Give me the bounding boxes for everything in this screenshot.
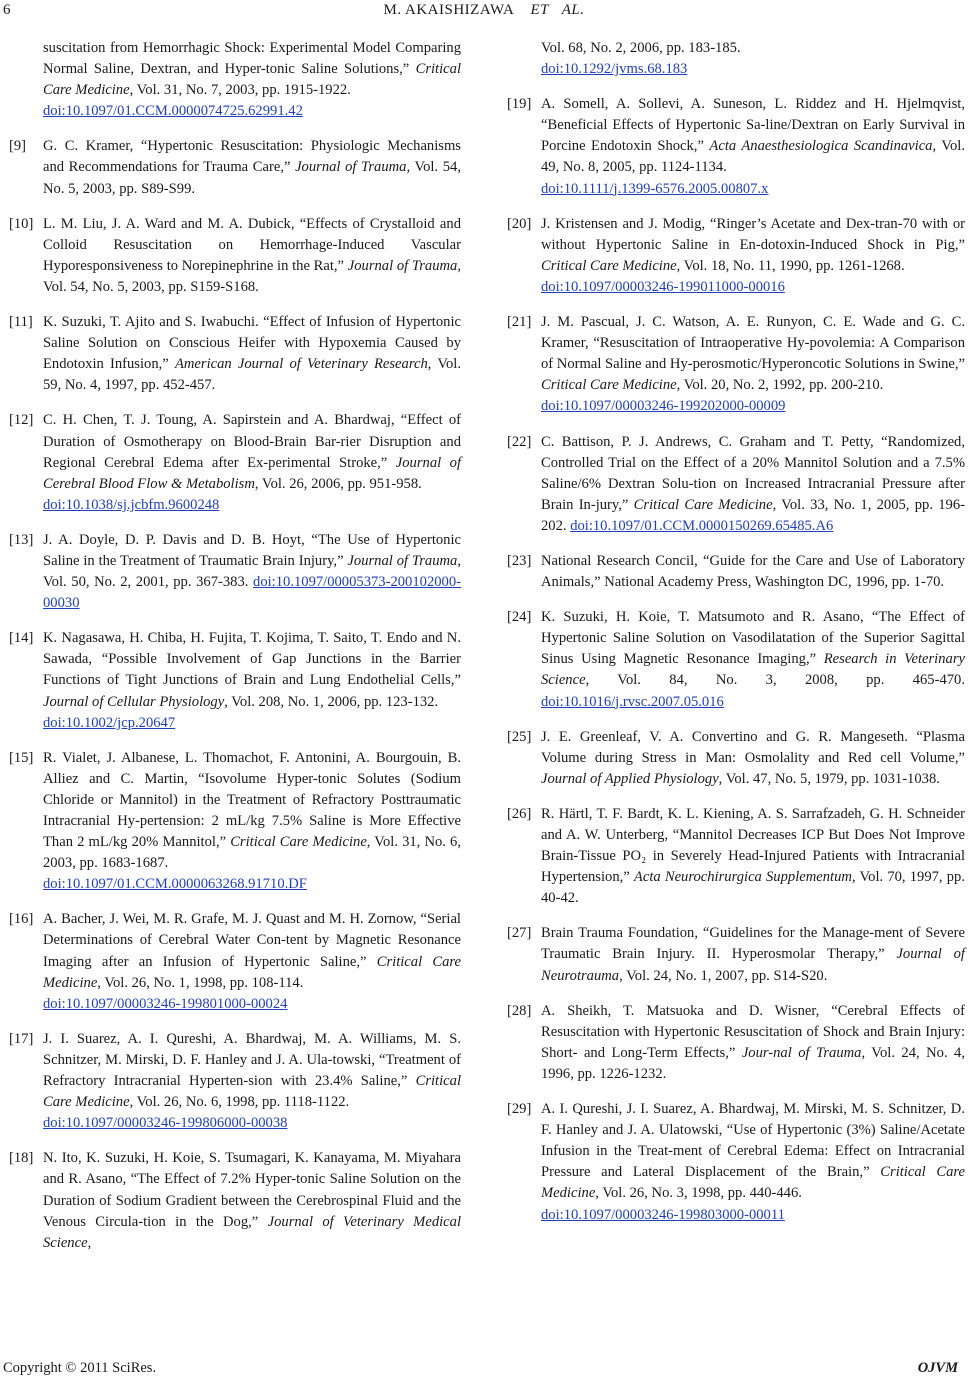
reference-number: [9] <box>9 138 27 155</box>
reference-body <box>43 748 461 896</box>
reference-details: , Vol. 26, 2006, pp. 951-958. <box>254 475 422 492</box>
running-head-al: AL. <box>561 2 585 18</box>
reference-details: , Vol. 31, No. 6, 2003, pp. 1683-1687. <box>43 834 462 872</box>
reference-journal: Journal of Cerebral Blood Flow & Metabolism <box>43 454 461 492</box>
reference-text: J. M. Pascual, J. C. Watson, A. E. Runyon, C. E. Wade and G. C. Kramer, “Resuscitation of Intraoperative Hy-povolemia: A Comparison of Normal Saline and Hy-perosmotic/Hyperoncotic Solutions in Swine,” <box>541 314 965 373</box>
reference-number: [28] <box>507 1002 532 1019</box>
reference-text: A. Somell, A. Sollevi, A. Suneson, L. Riddez and H. Hjelmqvist, “Beneficial Effects of Hypertonic Sa-line/Dextran on Early Survival in Porcine Endotoxin Shock,” <box>541 96 965 155</box>
reference-details: , Vol. 26, No. 6, 1998, pp. 1118-1122. <box>129 1094 350 1111</box>
reference-journal: Journal of Cellular Physiology <box>43 693 225 710</box>
reference-text: Vol. 68, No. 2, 2006, pp. 183-185. <box>541 40 741 56</box>
reference-details: , Vol. 50, No. 2, 2001, pp. 367-383. <box>43 552 461 591</box>
reference-body <box>541 312 965 417</box>
reference-body <box>541 727 965 790</box>
reference-item <box>9 214 461 298</box>
doi-link[interactable]: doi:10.1111/j.1399-6576.2005.00807.x <box>541 180 769 197</box>
reference-journal: Critical Care Medicine <box>541 257 677 274</box>
reference-journal: Critical Care Medicine <box>633 496 773 513</box>
doi-link[interactable]: doi:10.1097/00003246-199806000-00038 <box>43 1115 288 1132</box>
reference-details: , Vol. 26, No. 1, 1998, pp. 108-114. <box>97 974 304 991</box>
reference-number: [17] <box>9 1030 34 1047</box>
page-number: 6 <box>3 2 11 18</box>
doi-link[interactable]: doi:10.1016/j.rvsc.2007.05.016 <box>541 693 724 710</box>
reference-details: , Vol. 84, No. 3, 2008, pp. 465-470. <box>585 672 965 689</box>
reference-details: , Vol. 26, No. 3, 1998, pp. 440-446. <box>595 1185 802 1202</box>
left-column <box>9 38 461 1268</box>
reference-journal: American Journal of Veterinary Research <box>174 356 428 373</box>
reference-text: J. E. Greenleaf, V. A. Convertino and G. R. Mangeseth. “Plasma Volume during Stress in Man: Osmolality and Red cell Volume,” <box>541 728 965 766</box>
right-column <box>507 38 965 1240</box>
running-head <box>0 2 968 19</box>
reference-journal: Journal of Trauma <box>295 159 407 176</box>
doi-link[interactable]: doi:10.1097/01.CCM.0000074725.62991.42 <box>43 103 303 120</box>
reference-details: , Vol. 24, No. 4, 1996, pp. 1226-1232. <box>541 1044 965 1082</box>
reference-body <box>541 432 965 537</box>
doi-link[interactable]: doi:10.1097/00003246-199803000-00011 <box>541 1206 785 1223</box>
reference-number: [24] <box>507 609 532 626</box>
reference-body <box>541 804 965 909</box>
reference-number: [18] <box>9 1150 34 1167</box>
reference-number: [29] <box>507 1101 532 1118</box>
reference-body <box>43 136 461 199</box>
reference-text: A. Sheikh, T. Matsuoka and D. Wisner, “Cerebral Effects of Resuscitation with Hypertonic Resuscitation of Shock and Brain Injury: Short- and Long-Term Effects,” <box>541 1002 965 1061</box>
doi-link[interactable]: doi:10.1038/sj.jcbfm.9600248 <box>43 496 220 513</box>
reference-journal: Critical Care Medicine <box>43 953 462 991</box>
reference-item <box>507 94 965 199</box>
doi-link[interactable]: doi:10.1097/00003246-199202000-00009 <box>541 398 786 415</box>
reference-text: R. Härtl, T. F. Bardt, K. L. Kiening, A. S. Sarrafzadeh, G. H. Schneider and A. W. Unterberg, “Mannitol Decreases ICP But Does Not Improve Brain-Tissue PO₂ in Severely Head-Injured Patients with Intracranial Hypertension,” <box>541 805 965 886</box>
page-header <box>0 0 968 26</box>
doi-link[interactable]: doi:10.1097/00005373-200102000-00030 <box>43 574 461 612</box>
reference-text: C. Battison, P. J. Andrews, C. Graham and T. Petty, “Randomized, Controlled Trial on the Effect of a 20% Mannitol Solution and a 7.5% Saline/6% Dextran Solu-tion on Increased Intracranial Pressure after Brain In-jury,” <box>541 433 965 513</box>
reference-body <box>43 628 461 733</box>
reference-item <box>9 909 461 1014</box>
reference-number: [13] <box>9 531 34 548</box>
reference-text: A. I. Qureshi, J. I. Suarez, A. Bhardwaj, M. Mirski, M. S. Schnitzer, D. F. Hanley and J. A. Ulatowski, “Use of Hypertonic (3%) Saline/Acetate Infusion in the Treat-ment of Cerebral Edema: Effect on Intracranial Pressure and Lateral Displacement of the Brain,” <box>541 1101 965 1181</box>
reference-text: K. Suzuki, H. Koie, T. Matsumoto and R. Asano, “The Effect of Hypertonic Saline Solution on Vasodilatation of the Superior Sagittal Sinus Using Magnetic Resonance Imaging,” <box>541 609 965 668</box>
reference-journal: Critical Care Medicine <box>43 1073 461 1111</box>
reference-item <box>9 1148 461 1253</box>
reference-body <box>43 410 461 515</box>
reference-body <box>43 1148 461 1253</box>
reference-number: [12] <box>9 412 34 429</box>
reference-body <box>541 1001 965 1085</box>
reference-item <box>507 727 965 790</box>
reference-item <box>9 628 461 733</box>
reference-item <box>507 551 965 593</box>
doi-link[interactable]: doi:10.1292/jvms.68.183 <box>541 61 688 78</box>
reference-journal: Acta Neurochirurgica Supplementum <box>633 869 852 886</box>
reference-journal: Research in Veterinary Science <box>541 651 965 689</box>
reference-number: [20] <box>507 215 532 232</box>
reference-text: K. Suzuki, T. Ajito and S. Iwabuchi. “Effect of Infusion of Hypertonic Saline Solution on Conscious Heifer with Hypoxemia Caused by Endotoxin Infusion,” <box>43 314 461 373</box>
reference-item <box>9 410 461 515</box>
reference-text: C. H. Chen, T. J. Toung, A. Sapirstein and A. Bhardwaj, “Effect of Duration of Osmotherapy on Blood-Brain Bar-rier Disruption and Regional Cerebral Edema after Ex-perimental Stroke,” <box>43 412 461 471</box>
reference-details: , Vol. 31, No. 7, 2003, pp. 1915-1922. <box>129 82 351 99</box>
reference-journal: Critical Care Medicine <box>43 61 461 99</box>
reference-details: , Vol. 54, No. 5, 2003, pp. S159-S168. <box>43 257 461 295</box>
reference-item <box>507 1001 965 1085</box>
reference-body <box>541 551 965 593</box>
reference-text: G. C. Kramer, “Hypertonic Resuscitation: Physiologic Mechanisms and Recommendations for Trauma Care,” <box>43 138 461 176</box>
doi-link[interactable]: doi:10.1097/00003246-199801000-00024 <box>43 995 288 1012</box>
reference-journal: Journal of Trauma <box>347 552 458 569</box>
journal-abbreviation: OJVM <box>917 1360 958 1376</box>
doi-link[interactable]: doi:10.1097/01.CCM.0000150269.65485.A6 <box>570 517 834 534</box>
reference-number: [26] <box>507 805 532 822</box>
reference-journal: Journal of Veterinary Medical Science <box>43 1213 461 1251</box>
reference-body <box>43 214 461 298</box>
doi-link[interactable]: doi:10.1097/01.CCM.0000063268.91710.DF <box>43 876 307 893</box>
reference-text: J. I. Suarez, A. I. Qureshi, A. Bhardwaj, M. A. Williams, M. S. Schnitzer, M. Mirski, D. F. Hanley and J. A. Ula-towski, “Treatment of Refractory Intracranial Hyperten-sion with 23.4% Saline,” <box>43 1030 461 1090</box>
reference-number: [27] <box>507 925 532 942</box>
reference-text: J. A. Doyle, D. P. Davis and D. B. Hoyt, “The Use of Hypertonic Saline in the Treatment of Traumatic Brain Injury,” <box>43 531 461 569</box>
reference-number: [19] <box>507 96 532 113</box>
reference-details: , Vol. 20, No. 2, 1992, pp. 200-210. <box>676 377 884 394</box>
reference-number: [21] <box>507 314 532 331</box>
reference-item <box>9 136 461 199</box>
reference-item <box>9 530 461 614</box>
reference-journal: Journal of Neurotrauma <box>541 946 965 984</box>
reference-details: , Vol. 208, No. 1, 2006, pp. 123-132. <box>224 693 439 710</box>
reference-item <box>9 748 461 896</box>
reference-item <box>507 432 965 537</box>
reference-text: K. Nagasawa, H. Chiba, H. Fujita, T. Kojima, T. Saito, T. Endo and N. Sawada, “Possible Involvement of Gap Junctions in the Barrier Functions of Tight Junctions of Brain and Lung Endothelial Cells,” <box>43 630 461 689</box>
reference-number: [22] <box>507 433 532 450</box>
page-footer <box>0 1360 968 1382</box>
reference-number: [14] <box>9 630 34 647</box>
reference-details: , Vol. 70, 1997, pp. 40-42. <box>541 869 965 907</box>
reference-body <box>541 94 965 199</box>
reference-journal: Acta Anaesthesiologica Scandinavica <box>709 138 933 155</box>
reference-details: , Vol. 33, No. 1, 2005, pp. 196-202. <box>541 496 965 534</box>
reference-text: suscitation from Hemorrhagic Shock: Experimental Model Comparing Normal Saline, Dextran, and Hyper-tonic Saline Solutions,” <box>43 40 461 78</box>
reference-details: , Vol. 49, No. 8, 2005, pp. 1124-1134. <box>541 138 965 176</box>
reference-item <box>507 214 965 298</box>
reference-journal: Journal of Applied Physiology <box>541 770 719 787</box>
reference-body <box>541 607 965 712</box>
reference-item <box>507 607 965 712</box>
reference-text: A. Bacher, J. Wei, M. R. Grafe, M. J. Quast and M. H. Zornow, “Serial Determinations of Cerebral Water Con-tent by Magnetic Resonance Imaging after an Infusion of Hypertonic Saline,” <box>43 911 461 970</box>
reference-continuation <box>507 38 965 80</box>
reference-number: [11] <box>9 314 33 331</box>
reference-item <box>507 1099 965 1226</box>
reference-details: , Vol. 18, No. 11, 1990, pp. 1261-1268. <box>676 257 905 274</box>
reference-details: , <box>87 1234 92 1251</box>
doi-link[interactable]: doi:10.1097/00003246-199011000-00016 <box>541 278 785 295</box>
reference-journal: Jour-nal of Trauma <box>741 1044 862 1061</box>
reference-item <box>9 312 461 396</box>
reference-details: , Vol. 24, No. 1, 2007, pp. S14-S20. <box>619 967 828 984</box>
reference-body <box>541 1099 965 1226</box>
copyright-notice: Copyright © 2011 SciRes. <box>3 1360 157 1376</box>
reference-journal: Journal of Trauma <box>347 257 458 274</box>
reference-details: , Vol. 59, No. 4, 1997, pp. 452-457. <box>43 356 461 394</box>
running-head-authors: M. AKAISHIZAWA <box>383 2 514 18</box>
reference-text: R. Vialet, J. Albanese, L. Thomachot, F. Antonini, A. Bourgouin, B. Alliez and C. Martin, “Isovolume Hyper-tonic Solutes (Sodium Chloride or Mannitol) in the Treatment of Refractory Posttraumatic Intracranial Hy-pertension: 2 mL/kg 7.5% Saline is More Effective Than 2 mL/kg 20% Mannitol,” <box>43 749 461 851</box>
reference-details: , Vol. 54, No. 5, 2003, pp. S89-S99. <box>43 159 461 197</box>
reference-body <box>43 312 461 396</box>
reference-text: Brain Trauma Foundation, “Guidelines for the Manage-ment of Severe Traumatic Brain Injury. II. Hyperosmolar Therapy,” <box>541 925 965 963</box>
reference-text: National Research Concil, “Guide for the Care and Use of Laboratory Animals,” National Academy Press, Washington DC, 1996, pp. 1-70. <box>541 552 965 591</box>
reference-journal: Critical Care Medicine <box>541 1164 965 1202</box>
reference-number: [10] <box>9 215 34 232</box>
reference-journal: Critical Care Medicine <box>230 834 367 851</box>
reference-body <box>541 214 965 298</box>
reference-body <box>43 909 461 1014</box>
reference-item <box>507 804 965 909</box>
doi-link[interactable]: doi:10.1002/jcp.20647 <box>43 714 176 731</box>
reference-body <box>541 923 965 986</box>
reference-body <box>43 1029 461 1134</box>
reference-number: [16] <box>9 911 34 928</box>
reference-number: [23] <box>507 552 532 569</box>
reference-body <box>43 530 461 614</box>
reference-details: , Vol. 47, No. 5, 1979, pp. 1031-1038. <box>718 770 940 787</box>
reference-item <box>9 1029 461 1134</box>
reference-number: [25] <box>507 728 532 745</box>
reference-text: L. M. Liu, J. A. Ward and M. A. Dubick, “Effects of Crystalloid and Colloid Resuscitation on Hemorrhage-Induced Vascular Hyporesponsiveness to Norepinephrine in the Rat,” <box>43 215 461 274</box>
reference-continuation <box>9 38 461 122</box>
running-head-et: ET <box>530 2 549 18</box>
reference-journal: Critical Care Medicine <box>541 377 677 394</box>
reference-list <box>507 94 965 1225</box>
reference-number: [15] <box>9 749 34 766</box>
reference-text: J. Kristensen and J. Modig, “Ringer’s Acetate and Dex-tran-70 with or without Hypertonic Saline in En-dotoxin-Induced Shock in Pig,” <box>541 215 965 253</box>
reference-text: N. Ito, K. Suzuki, H. Koie, S. Tsumagari, K. Kanayama, M. Miyahara and R. Asano, “The Effect of 7.2% Hyper-tonic Saline Solution on the Duration of Sodium Gradient between the Cerebrospinal Fluid and the Venous Circula-tion in the Dog,” <box>43 1150 461 1230</box>
reference-item <box>507 312 965 417</box>
reference-list <box>9 136 461 1253</box>
reference-item <box>507 923 965 986</box>
